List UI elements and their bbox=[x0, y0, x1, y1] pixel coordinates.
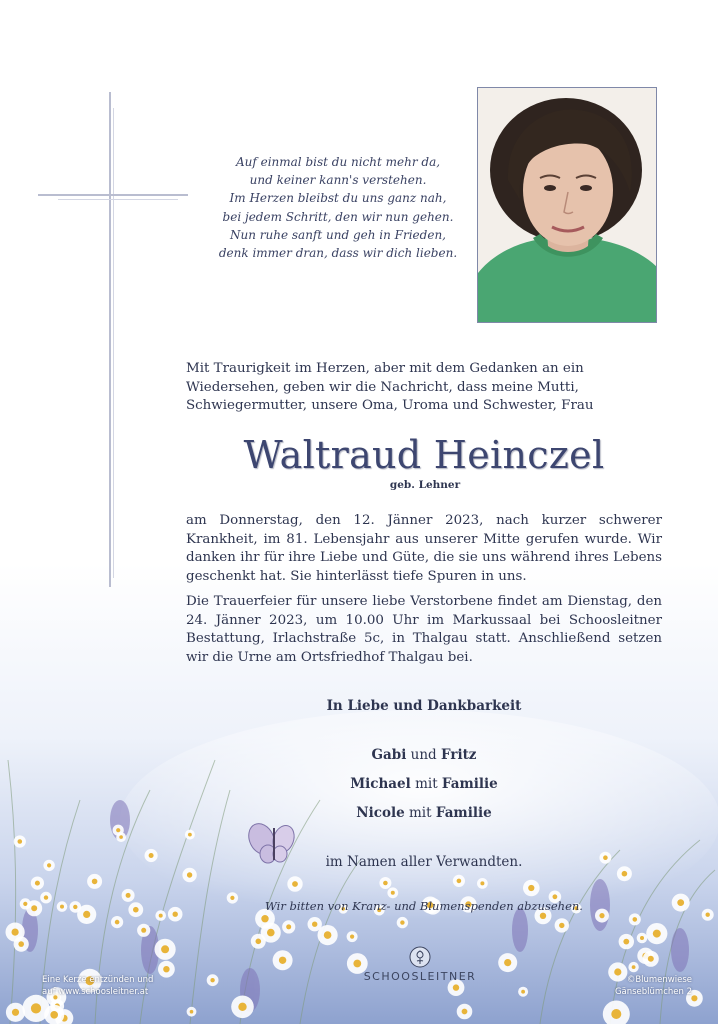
chamomile-flower bbox=[128, 902, 143, 917]
chamomile-flower bbox=[20, 898, 31, 909]
chamomile-flower bbox=[122, 889, 135, 902]
chamomile-flower bbox=[518, 987, 528, 997]
chamomile-flower bbox=[14, 937, 29, 952]
chamomile-flower bbox=[31, 877, 44, 890]
poem-line: Im Herzen bleibst du uns ganz nah, bbox=[229, 191, 447, 206]
death-paragraph: am Donnerstag, den 12. Jänner 2023, nach kurzer schwerer Krankheit, im 81. Lebensjahr aus unserer Mitte gerufen wurde. Wir danken ihr für ihre Liebe und Güte, die sie uns während ihres Lebens geschenkt hat. Sie hinterlässt tiefe Spuren in uns. bbox=[186, 513, 662, 584]
poem-line: denk immer dran, dass wir dich lieben. bbox=[218, 246, 458, 261]
footer-right-line: ©Blumenwiese bbox=[626, 975, 692, 985]
ceremony-paragraph: Die Trauerfeier für unsere liebe Verstorbene findet am Dienstag, den 24. Jänner 2023, um 10.00 Uhr im Markussaal bei Schoosleitner Bestattung, Irlachstraße 5c, in Thalgau statt. Anschließend setzen wir die Urne am Ortsfriedhof Thalgau bei. bbox=[186, 594, 662, 665]
chamomile-flower bbox=[646, 923, 667, 944]
family-name: Familie bbox=[435, 805, 492, 821]
chamomile-flower bbox=[155, 910, 166, 921]
chamomile-flower bbox=[702, 909, 714, 921]
family-connector: mit bbox=[415, 776, 438, 792]
family-connector: mit bbox=[409, 805, 432, 821]
chamomile-flower bbox=[87, 874, 102, 889]
chamomile-flower bbox=[555, 918, 569, 932]
chamomile-flower bbox=[185, 830, 195, 840]
chamomile-flower bbox=[137, 924, 150, 937]
chamomile-flower bbox=[187, 1007, 197, 1017]
chamomile-flower bbox=[523, 880, 540, 897]
donation-request: Wir bitten von Kranz- und Blumenspenden abzusehen. bbox=[265, 899, 583, 913]
poem-line: und keiner kann's verstehen. bbox=[249, 173, 427, 188]
chamomile-flower bbox=[619, 934, 634, 949]
chamomile-flower bbox=[155, 939, 176, 960]
chamomile-flower bbox=[70, 901, 82, 913]
chamomile-flower bbox=[145, 849, 158, 862]
chamomile-flower bbox=[113, 825, 124, 836]
chamomile-flower bbox=[44, 1005, 64, 1024]
chamomile-flower bbox=[57, 901, 68, 912]
family-line bbox=[186, 805, 662, 821]
poem-line: Auf einmal bist du nicht mehr da, bbox=[235, 155, 441, 169]
chamomile-flower bbox=[379, 877, 391, 889]
family-line bbox=[186, 747, 662, 763]
chamomile-flower bbox=[111, 916, 123, 928]
family-name: Nicole bbox=[356, 805, 405, 821]
chamomile-flower bbox=[14, 835, 26, 847]
chamomile-flower bbox=[273, 950, 293, 970]
chamomile-flower bbox=[498, 953, 517, 972]
footer-candle-note bbox=[42, 974, 172, 998]
brand-logo bbox=[355, 946, 485, 983]
chamomile-flower bbox=[672, 894, 690, 912]
brand-name: SCHOOSLEITNER bbox=[363, 970, 477, 983]
thanks-line: In Liebe und Dankbarkeit bbox=[326, 698, 522, 714]
chamomile-flower bbox=[637, 933, 648, 944]
chamomile-flower bbox=[207, 974, 219, 986]
chamomile-flower bbox=[6, 1003, 25, 1022]
footer-right-line: Gänseblümchen 2 bbox=[614, 987, 692, 997]
chamomile-flower bbox=[318, 925, 338, 945]
footer-left-line: auf www.schoosleitner.at bbox=[42, 987, 149, 997]
chamomile-flower bbox=[453, 875, 465, 887]
chamomile-flower bbox=[397, 917, 408, 928]
family-name: Fritz bbox=[440, 747, 477, 763]
chamomile-flower bbox=[457, 1004, 473, 1020]
footer-left-line: Eine Kerze entzünden und bbox=[42, 975, 154, 985]
chamomile-flower bbox=[231, 996, 254, 1019]
family-name: Michael bbox=[350, 776, 411, 792]
family-connector: und bbox=[410, 747, 437, 763]
chamomile-flower bbox=[628, 962, 638, 972]
chamomile-flower bbox=[43, 860, 54, 871]
footer-credit bbox=[572, 974, 692, 998]
chamomile-flower bbox=[40, 892, 52, 904]
maiden-name: geb. Lehner bbox=[389, 479, 461, 491]
poem bbox=[200, 153, 476, 262]
relatives-line: im Namen aller Verwandten. bbox=[325, 854, 523, 870]
chamomile-flower bbox=[387, 887, 398, 898]
rose-logo-icon bbox=[409, 946, 431, 968]
chamomile-flower bbox=[629, 913, 641, 925]
intro-text: Mit Traurigkeit im Herzen, aber mit dem Gedanken an ein Wiedersehen, geben wir die Nachricht, dass meine Mutti, Schwiegermutter, unsere Oma, Uroma und Schwester, Frau bbox=[186, 361, 594, 413]
family-line bbox=[186, 776, 662, 792]
chamomile-flower bbox=[477, 878, 488, 889]
family-name: Gabi bbox=[371, 747, 407, 763]
poem-line: bei jedem Schritt, den wir nun gehen. bbox=[222, 209, 454, 224]
poem-line: Nun ruhe sanft und geh in Frieden, bbox=[230, 227, 446, 242]
chamomile-flower bbox=[347, 931, 358, 942]
portrait-photo bbox=[477, 87, 657, 323]
chamomile-flower bbox=[282, 920, 295, 933]
chamomile-flower bbox=[168, 907, 183, 922]
family-name: Familie bbox=[441, 776, 498, 792]
deceased-name: Waltraud Heinczel bbox=[243, 433, 605, 477]
chamomile-flower bbox=[287, 876, 302, 891]
chamomile-flower bbox=[643, 951, 659, 967]
